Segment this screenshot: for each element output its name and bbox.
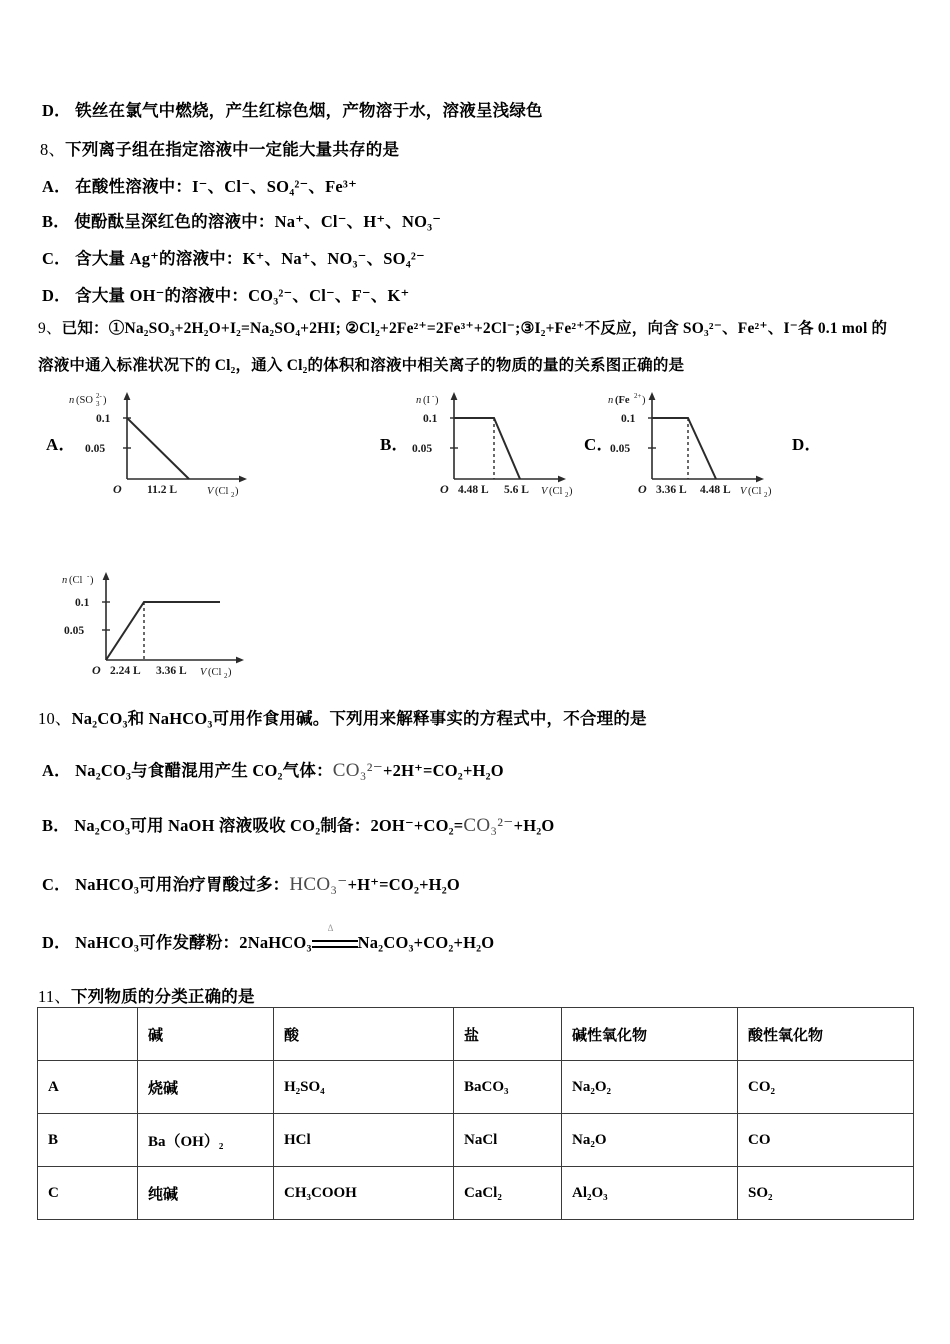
q9-stem-line1: [38, 316, 887, 338]
q8-option-d-lead: 含大量 OH⁻的溶液中：: [75, 286, 249, 305]
svg-text:(I: (I: [423, 395, 430, 406]
row-a-acidic-oxide: CO₂: [738, 1061, 914, 1114]
q8-option-d-letter: D．: [42, 286, 71, 305]
svg-text:(Cl: (Cl: [208, 667, 222, 678]
svg-text:3.36 L: 3.36 L: [156, 665, 187, 677]
svg-text:n: n: [608, 395, 614, 406]
q9-graph-b: [408, 386, 593, 498]
row-label-b: B: [38, 1114, 138, 1167]
q8-stem: [40, 136, 399, 160]
q10-option-d-lead: NaHCO₃可作发酵粉：2NaHCO₃: [75, 933, 312, 952]
row-b-acidic-oxide: CO: [738, 1114, 914, 1167]
row-b-basic-oxide: Na₂O: [562, 1114, 738, 1167]
q8-option-a-lead: 在酸性溶液中：: [75, 177, 193, 196]
q9-stem-text-1: 已知：①Na₂SO₃+2H₂O+I₂=Na₂SO₄+2HI; ②Cl₂+2Fe²⁺=2Fe³⁺+2Cl⁻;③I₂+Fe²⁺不反应，向含 SO₃²⁻、Fe²⁺、I⁻各 0.1 mol 的: [61, 320, 888, 337]
svg-text:4.48 L: 4.48 L: [700, 484, 731, 496]
q8-option-a-letter: A．: [42, 177, 71, 196]
q9-stem-text-2: 溶液中通入标准状况下的 Cl₂，通入 Cl₂的体积和溶液中相关离子的物质的量的关系图正确的是: [38, 357, 685, 374]
row-a-acid: H₂SO₄: [274, 1061, 454, 1114]
q10-option-a-eq-fragment: CO₃²⁻: [332, 760, 384, 781]
svg-text:0.05: 0.05: [64, 625, 85, 637]
table-header-cell-5: 酸性氧化物: [738, 1008, 914, 1061]
svg-text:2.24 L: 2.24 L: [110, 665, 141, 677]
svg-text:0.1: 0.1: [96, 413, 111, 425]
svg-text:): ): [228, 667, 232, 678]
q10-option-c: [42, 871, 460, 896]
svg-text:0.1: 0.1: [75, 597, 90, 609]
table-row: [38, 1114, 914, 1167]
q10-option-c-lead: NaHCO₃可用治疗胃酸过多：: [75, 875, 290, 894]
q8-option-b-lead: 使酚酞呈深红色的溶液中：: [74, 212, 275, 231]
q8-stem-text: 下列离子组在指定溶液中一定能大量共存的是: [65, 140, 400, 159]
q9-graph-d: [48, 562, 283, 684]
classification-table: [37, 1007, 914, 1220]
q10-option-a-lead: Na₂CO₃与食醋混用产生 CO₂气体：: [75, 761, 333, 780]
q11-number: 11、: [38, 987, 71, 1006]
q8-option-a: [42, 173, 357, 197]
svg-text:2-: 2-: [96, 392, 102, 400]
svg-text:4.48 L: 4.48 L: [458, 484, 489, 496]
svg-text:O: O: [638, 482, 647, 496]
svg-text:n: n: [416, 395, 422, 406]
table-row: [38, 1167, 914, 1220]
svg-text:V: V: [200, 667, 207, 678]
svg-text:2: 2: [231, 491, 235, 498]
q9-graph-a: [55, 386, 270, 498]
q9-option-d-letter: D．: [792, 435, 822, 454]
q8-option-c-ions: K⁺、Na⁺、NO₃⁻、SO₄²⁻: [242, 249, 425, 268]
table-header-cell-1: 碱: [138, 1008, 274, 1061]
q10-stem: [38, 705, 647, 729]
q10-option-b-eq-rest: +H₂O: [513, 816, 555, 835]
row-b-salt: NaCl: [454, 1114, 562, 1167]
row-c-acidic-oxide: SO₂: [738, 1167, 914, 1220]
table-header-cell-3: 盐: [454, 1008, 562, 1061]
q8-option-c-letter: C．: [42, 249, 71, 268]
q8-option-a-ions: I⁻、Cl⁻、SO₄²⁻、Fe³⁺: [192, 177, 357, 196]
row-b-base: Ba（OH）₂: [138, 1114, 274, 1167]
svg-text:): ): [569, 486, 573, 497]
q10-option-b-letter: B．: [42, 816, 70, 835]
q9-option-a-letter: A．: [46, 435, 76, 454]
row-a-basic-oxide: Na₂O₂: [562, 1061, 738, 1114]
q10-option-d-eq-rest: Na₂CO₃+CO₂+H₂O: [357, 933, 495, 952]
arrow-condition-label: Δ: [327, 922, 334, 933]
q9-stem-line2: [38, 353, 684, 375]
svg-text:0.05: 0.05: [85, 443, 106, 455]
q9-option-c-letter: C．: [584, 435, 614, 454]
q7-option-d-letter: D．: [42, 101, 71, 120]
svg-text:0.1: 0.1: [621, 413, 636, 425]
q10-option-a: [42, 757, 504, 782]
svg-text:V: V: [541, 486, 548, 497]
q10-option-a-eq-rest: +2H⁺=CO₂+H₂O: [383, 761, 504, 780]
q8-option-b-ions: Na⁺、Cl⁻、H⁺、NO₃⁻: [274, 212, 442, 231]
svg-text:): ): [235, 486, 239, 497]
q8-option-c: [42, 245, 425, 269]
q10-option-d: [42, 922, 495, 953]
svg-text:11.2 L: 11.2 L: [147, 484, 178, 496]
svg-text:(Cl: (Cl: [69, 575, 83, 586]
svg-text:(Fe: (Fe: [615, 395, 630, 406]
row-c-salt: CaCl₂: [454, 1167, 562, 1220]
reaction-arrow-icon: [312, 922, 358, 951]
q8-option-b-letter: B．: [42, 212, 70, 231]
row-c-basic-oxide: Al₂O₃: [562, 1167, 738, 1220]
q10-option-b: [42, 812, 554, 837]
q9-option-b-letter: B．: [380, 435, 409, 454]
svg-text:3: 3: [96, 400, 100, 408]
svg-text:-: -: [432, 392, 435, 400]
svg-text:-: -: [87, 572, 90, 580]
svg-text:): ): [90, 575, 94, 586]
q10-option-c-letter: C．: [42, 875, 71, 894]
svg-text:2: 2: [565, 491, 569, 498]
svg-text:(Cl: (Cl: [549, 486, 563, 497]
row-a-base: 烧碱: [138, 1061, 274, 1114]
row-a-salt: BaCO₃: [454, 1061, 562, 1114]
svg-text:O: O: [440, 482, 449, 496]
q10-option-a-letter: A．: [42, 761, 71, 780]
row-label-c: C: [38, 1167, 138, 1220]
q8-option-c-lead: 含大量 Ag⁺的溶液中：: [75, 249, 243, 268]
row-b-acid: HCl: [274, 1114, 454, 1167]
table-header-row: [38, 1008, 914, 1061]
svg-text:): ): [103, 395, 107, 406]
row-c-acid: CH₃COOH: [274, 1167, 454, 1220]
svg-text:(Cl: (Cl: [748, 486, 762, 497]
svg-text:n: n: [69, 395, 75, 406]
table-header-cell-0: [38, 1008, 138, 1061]
q11-stem: [38, 983, 255, 1007]
table-header-cell-4: 碱性氧化物: [562, 1008, 738, 1061]
q8-option-b: [42, 208, 441, 232]
svg-text:): ): [768, 486, 772, 497]
q9-number: 9、: [38, 320, 62, 337]
q9-graph-c: [600, 386, 795, 498]
q8-number: 8、: [40, 140, 66, 159]
q10-option-b-eq-fragment: CO₃²⁻: [463, 815, 514, 836]
q10-option-d-letter: D．: [42, 933, 71, 952]
svg-text:): ): [642, 395, 646, 406]
table-row: [38, 1061, 914, 1114]
svg-text:O: O: [113, 482, 122, 496]
q7-option-d: [42, 97, 543, 121]
svg-text:0.05: 0.05: [412, 443, 433, 455]
svg-text:): ): [435, 395, 439, 406]
svg-text:3.36 L: 3.36 L: [656, 484, 687, 496]
q10-option-c-eq-fragment: HCO₃⁻: [289, 874, 348, 895]
row-c-base: 纯碱: [138, 1167, 274, 1220]
q8-option-d: [42, 282, 409, 306]
q10-number: 10、: [38, 709, 72, 728]
svg-text:0.1: 0.1: [423, 413, 438, 425]
svg-text:5.6 L: 5.6 L: [504, 484, 529, 496]
q7-option-d-text: 铁丝在氯气中燃烧，产生红棕色烟，产物溶于水，溶液呈浅绿色: [75, 101, 543, 120]
svg-text:V: V: [740, 486, 747, 497]
svg-text:O: O: [92, 663, 101, 677]
q10-option-c-eq-rest: +H⁺=CO₂+H₂O: [347, 875, 460, 894]
svg-text:0.05: 0.05: [610, 443, 631, 455]
svg-text:n: n: [62, 575, 68, 586]
q8-option-d-ions: CO₃²⁻、Cl⁻、F⁻、K⁺: [248, 286, 410, 305]
q11-stem-text: 下列物质的分类正确的是: [71, 987, 255, 1006]
svg-text:2: 2: [764, 491, 768, 498]
svg-text:2: 2: [224, 672, 228, 680]
svg-text:(Cl: (Cl: [215, 486, 229, 497]
q10-option-b-lead: Na₂CO₃可用 NaOH 溶液吸收 CO₂制备：2OH⁻+CO₂=: [74, 816, 464, 835]
table-header-cell-2: 酸: [274, 1008, 454, 1061]
svg-text:2+: 2+: [634, 392, 642, 400]
svg-text:(SO: (SO: [76, 395, 93, 406]
svg-text:V: V: [207, 486, 214, 497]
q10-stem-text: Na₂CO₃和 NaHCO₃可用作食用碱。下列用来解释事实的方程式中，不合理的是: [71, 709, 647, 728]
row-label-a: A: [38, 1061, 138, 1114]
